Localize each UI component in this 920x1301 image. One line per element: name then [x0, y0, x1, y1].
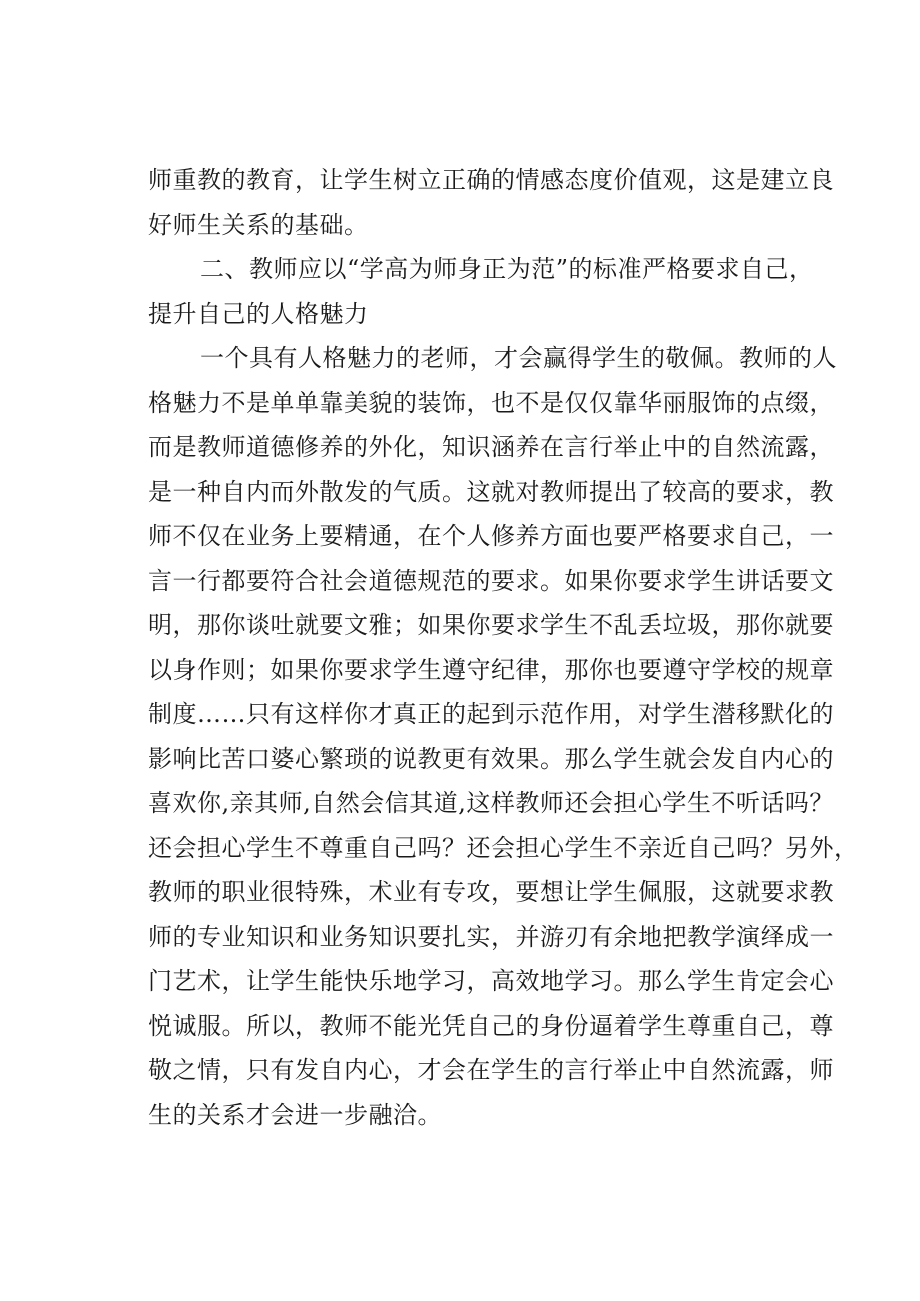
text-line: 敬之情，只有发自内心，才会在学生的言行举止中自然流露，师: [148, 1056, 834, 1084]
text-line: 格魅力不是单单靠美貌的装饰，也不是仅仅靠华丽服饰的点缀，: [148, 388, 834, 417]
document-body: [148, 158, 859, 1137]
text-line: 悦诚服。所以，教师不能光凭自己的身份逼着学生尊重自己，尊: [148, 1011, 834, 1040]
text-line: 提升自己的人格魅力: [148, 299, 369, 328]
text-line: 以身作则；如果你要求学生遵守纪律，那你也要遵守学校的规章: [148, 655, 834, 684]
text-line: 喜欢你,亲其师,自然会信其道,这样教师还会担心学生不听话吗？: [148, 789, 834, 817]
text-line: 言一行都要符合社会道德规范的要求。如果你要求学生讲话要文: [148, 566, 834, 595]
text-line: 而是教师道德修养的外化，知识涵养在言行举止中的自然流露，: [148, 433, 834, 461]
text-line: 明，那你谈吐就要文雅；如果你要求学生不乱丢垃圾，那你就要: [148, 611, 834, 639]
text-line: 教师的职业很特殊，术业有专攻，要想让学生佩服，这就要求教: [148, 878, 834, 906]
text-line: 制度……只有这样你才真正的起到示范作用，对学生潜移默化的: [148, 700, 834, 728]
text-line: 好师生关系的基础。: [148, 210, 369, 239]
body-paragraph: [148, 336, 859, 1137]
text-line: 二、教师应以“学高为师身正为范”的标准严格要求自己，: [200, 255, 814, 283]
text-line: 是一种自内而外散发的气质。这就对教师提出了较高的要求，教: [148, 477, 834, 506]
text-line: 生的关系才会进一步融洽。: [148, 1100, 442, 1129]
text-line: 还会担心学生不尊重自己吗？还会担心学生不亲近自己吗？另外，: [148, 833, 859, 862]
intro-paragraph: [148, 158, 834, 247]
text-line: 师不仅在业务上要精通，在个人修养方面也要严格要求自己，一: [148, 522, 834, 550]
text-line: 师重教的教育，让学生树立正确的情感态度价值观，这是建立良: [148, 166, 834, 194]
text-line: 影响比苦口婆心繁琐的说教更有效果。那么学生就会发自内心的: [148, 744, 834, 773]
text-line: 门艺术，让学生能快乐地学习，高效地学习。那么学生肯定会心: [148, 967, 834, 995]
text-line: 师的专业知识和业务知识要扎实，并游刃有余地把教学演绎成一: [148, 922, 834, 951]
text-line: 一个具有人格魅力的老师，才会赢得学生的敬佩。教师的人: [200, 344, 837, 372]
section-heading: [148, 247, 814, 336]
